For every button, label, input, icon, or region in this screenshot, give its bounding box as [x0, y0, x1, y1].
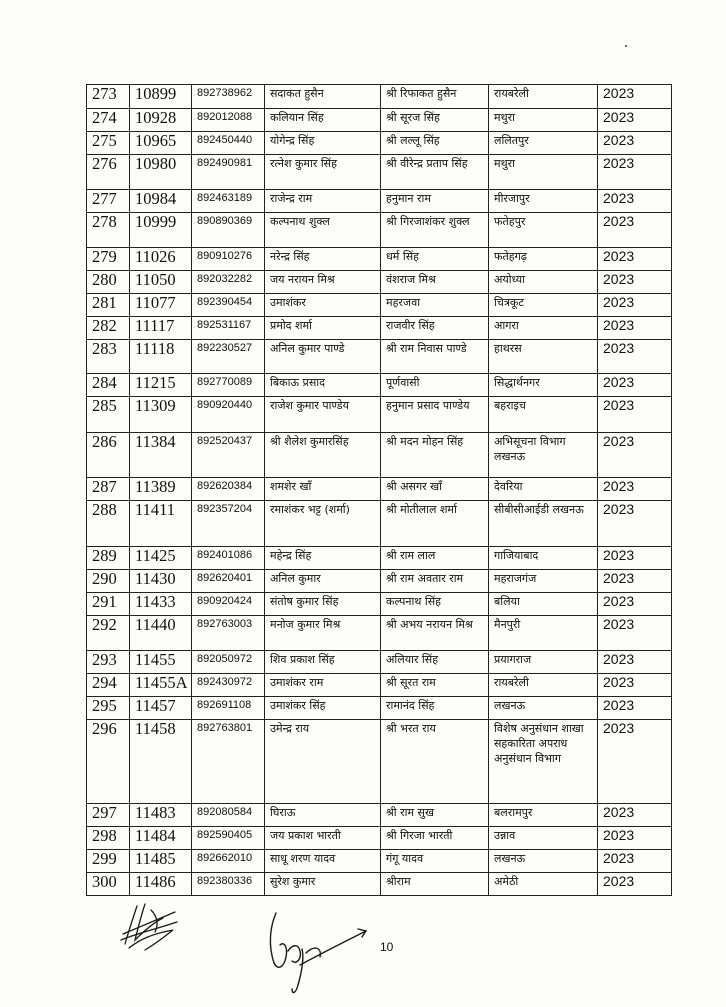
- table-row: [87, 616, 672, 651]
- district-cell: बलिया: [489, 593, 598, 616]
- gpf-cell: 892620401: [192, 570, 265, 593]
- name-cell: योगेन्द्र सिंह: [265, 132, 381, 155]
- year-cell: 2023: [598, 271, 672, 294]
- district-cell: मीरजापुर: [489, 190, 598, 213]
- name-cell: अनिल कुमार पाण्डे: [265, 340, 381, 374]
- id-cell: 11050: [130, 271, 192, 294]
- serial-cell: 290: [87, 570, 130, 593]
- district-cell: विशेष अनुसंधान शाखा सहकारिता अपराध अनुसंधान विभाग: [489, 720, 598, 804]
- year-cell: 2023: [598, 397, 672, 433]
- table-row: [87, 374, 672, 397]
- gpf-cell: 892590405: [192, 827, 265, 850]
- serial-cell: 299: [87, 850, 130, 873]
- father-name-cell: श्री गिरजाशंकर शुक्ल: [381, 213, 489, 248]
- serial-cell: 281: [87, 294, 130, 317]
- district-cell: बलरामपुर: [489, 804, 598, 827]
- year-cell: 2023: [598, 248, 672, 271]
- id-cell: 11077: [130, 294, 192, 317]
- year-cell: 2023: [598, 478, 672, 501]
- id-cell: 11455: [130, 651, 192, 674]
- serial-cell: 278: [87, 213, 130, 248]
- year-cell: 2023: [598, 85, 672, 109]
- name-cell: महेन्द्र सिंह: [265, 547, 381, 570]
- father-name-cell: श्री राम सुख: [381, 804, 489, 827]
- id-cell: 11440: [130, 616, 192, 651]
- name-cell: सदाकत हुसैन: [265, 85, 381, 109]
- name-cell: उमाशंकर राम: [265, 674, 381, 697]
- father-name-cell: श्री राम लाल: [381, 547, 489, 570]
- father-name-cell: श्री मदन मोहन सिंह: [381, 433, 489, 478]
- serial-cell: 295: [87, 697, 130, 720]
- id-cell: 10984: [130, 190, 192, 213]
- table-row: [87, 132, 672, 155]
- table-row: [87, 248, 672, 271]
- gpf-cell: 892390454: [192, 294, 265, 317]
- serial-cell: 277: [87, 190, 130, 213]
- year-cell: 2023: [598, 873, 672, 896]
- father-name-cell: श्री गिरजा भारती: [381, 827, 489, 850]
- district-cell: आगरा: [489, 317, 598, 340]
- name-cell: प्रमोद शर्मा: [265, 317, 381, 340]
- serial-cell: 282: [87, 317, 130, 340]
- father-name-cell: श्री सूरत राम: [381, 674, 489, 697]
- year-cell: 2023: [598, 570, 672, 593]
- father-name-cell: श्री राम निवास पाण्डे: [381, 340, 489, 374]
- year-cell: 2023: [598, 155, 672, 190]
- gpf-cell: 892763801: [192, 720, 265, 804]
- serial-cell: 296: [87, 720, 130, 804]
- name-cell: शिव प्रकाश सिंह: [265, 651, 381, 674]
- year-cell: 2023: [598, 190, 672, 213]
- father-name-cell: पूर्णवासी: [381, 374, 489, 397]
- name-cell: संतोष कुमार सिंह: [265, 593, 381, 616]
- name-cell: उमाशंकर: [265, 294, 381, 317]
- gpf-cell: 892450440: [192, 132, 265, 155]
- year-cell: 2023: [598, 720, 672, 804]
- year-cell: 2023: [598, 132, 672, 155]
- id-cell: 11118: [130, 340, 192, 374]
- id-cell: 11485: [130, 850, 192, 873]
- father-name-cell: वंशराज मिश्र: [381, 271, 489, 294]
- table-row: [87, 213, 672, 248]
- gpf-cell: 890890369: [192, 213, 265, 248]
- table-row: [87, 294, 672, 317]
- father-name-cell: श्री अभय नरायन मिश्र: [381, 616, 489, 651]
- year-cell: 2023: [598, 433, 672, 478]
- id-cell: 11483: [130, 804, 192, 827]
- gpf-cell: 890920424: [192, 593, 265, 616]
- serial-cell: 298: [87, 827, 130, 850]
- id-cell: 10899: [130, 85, 192, 109]
- gpf-cell: 892763003: [192, 616, 265, 651]
- id-cell: 10928: [130, 109, 192, 132]
- district-cell: अयोध्या: [489, 271, 598, 294]
- year-cell: 2023: [598, 213, 672, 248]
- serial-cell: 297: [87, 804, 130, 827]
- district-cell: महराजगंज: [489, 570, 598, 593]
- father-name-cell: श्री सूरज सिंह: [381, 109, 489, 132]
- gpf-cell: 892032282: [192, 271, 265, 294]
- gpf-cell: 892770089: [192, 374, 265, 397]
- table-row: [87, 109, 672, 132]
- table-row: [87, 317, 672, 340]
- year-cell: 2023: [598, 850, 672, 873]
- district-cell: रायबरेली: [489, 674, 598, 697]
- father-name-cell: श्री लल्लू सिंह: [381, 132, 489, 155]
- serial-cell: 275: [87, 132, 130, 155]
- table-row: [87, 720, 672, 804]
- name-cell: बिकाऊ प्रसाद: [265, 374, 381, 397]
- table-row: [87, 501, 672, 547]
- id-cell: 11486: [130, 873, 192, 896]
- father-name-cell: रामानंद सिंह: [381, 697, 489, 720]
- table-body: [87, 85, 672, 896]
- year-cell: 2023: [598, 294, 672, 317]
- personnel-table: [86, 84, 672, 896]
- year-cell: 2023: [598, 547, 672, 570]
- gpf-cell: 892738962: [192, 85, 265, 109]
- table-row: [87, 340, 672, 374]
- serial-cell: 293: [87, 651, 130, 674]
- year-cell: 2023: [598, 804, 672, 827]
- table-row: [87, 651, 672, 674]
- father-name-cell: श्री वीरेन्द्र प्रताप सिंह: [381, 155, 489, 190]
- id-cell: 11457: [130, 697, 192, 720]
- district-cell: ललितपुर: [489, 132, 598, 155]
- gpf-cell: 892691108: [192, 697, 265, 720]
- gpf-cell: 892620384: [192, 478, 265, 501]
- id-cell: 11433: [130, 593, 192, 616]
- id-cell: 11117: [130, 317, 192, 340]
- serial-cell: 292: [87, 616, 130, 651]
- gpf-cell: 892662010: [192, 850, 265, 873]
- id-cell: 11411: [130, 501, 192, 547]
- gpf-cell: 892531167: [192, 317, 265, 340]
- table-row: [87, 804, 672, 827]
- name-cell: कलियान सिंह: [265, 109, 381, 132]
- serial-cell: 289: [87, 547, 130, 570]
- district-cell: रायबरेली: [489, 85, 598, 109]
- table-row: [87, 547, 672, 570]
- id-cell: 11389: [130, 478, 192, 501]
- gpf-cell: 892050972: [192, 651, 265, 674]
- district-cell: फतेहगढ़: [489, 248, 598, 271]
- name-cell: उमाशंकर सिंह: [265, 697, 381, 720]
- gpf-cell: 890920440: [192, 397, 265, 433]
- name-cell: राजेन्द्र राम: [265, 190, 381, 213]
- father-name-cell: श्रीराम: [381, 873, 489, 896]
- district-cell: प्रयागराज: [489, 651, 598, 674]
- father-name-cell: कल्पनाथ सिंह: [381, 593, 489, 616]
- table-row: [87, 85, 672, 109]
- table-row: [87, 271, 672, 294]
- serial-cell: 280: [87, 271, 130, 294]
- name-cell: उमेन्द्र राय: [265, 720, 381, 804]
- table-row: [87, 850, 672, 873]
- table-row: [87, 570, 672, 593]
- father-name-cell: श्री राम अवतार राम: [381, 570, 489, 593]
- id-cell: 11309: [130, 397, 192, 433]
- name-cell: श्री शैलेश कुमारसिंह: [265, 433, 381, 478]
- serial-cell: 273: [87, 85, 130, 109]
- table-row: [87, 433, 672, 478]
- name-cell: नरेन्द्र सिंह: [265, 248, 381, 271]
- father-name-cell: राजवीर सिंह: [381, 317, 489, 340]
- serial-cell: 300: [87, 873, 130, 896]
- serial-cell: 287: [87, 478, 130, 501]
- name-cell: कल्पनाथ शुक्ल: [265, 213, 381, 248]
- year-cell: 2023: [598, 340, 672, 374]
- serial-cell: 294: [87, 674, 130, 697]
- district-cell: अभिसूचना विभाग लखनऊ: [489, 433, 598, 478]
- id-cell: 10999: [130, 213, 192, 248]
- id-cell: 11455A: [130, 674, 192, 697]
- year-cell: 2023: [598, 317, 672, 340]
- id-cell: 11215: [130, 374, 192, 397]
- id-cell: 10980: [130, 155, 192, 190]
- name-cell: जय प्रकाश भारती: [265, 827, 381, 850]
- gpf-cell: 892380336: [192, 873, 265, 896]
- id-cell: 11026: [130, 248, 192, 271]
- father-name-cell: महरजवा: [381, 294, 489, 317]
- table-row: [87, 873, 672, 896]
- signature-center: [262, 905, 372, 997]
- serial-cell: 288: [87, 501, 130, 547]
- district-cell: फतेहपुर: [489, 213, 598, 248]
- district-cell: मथुरा: [489, 155, 598, 190]
- year-cell: 2023: [598, 697, 672, 720]
- table-row: [87, 155, 672, 190]
- district-cell: लखनऊ: [489, 697, 598, 720]
- district-cell: चित्रकूट: [489, 294, 598, 317]
- year-cell: 2023: [598, 651, 672, 674]
- father-name-cell: धर्म सिंह: [381, 248, 489, 271]
- district-cell: सीबीसीआईडी लखनऊ: [489, 501, 598, 547]
- father-name-cell: श्री भरत राय: [381, 720, 489, 804]
- serial-cell: 284: [87, 374, 130, 397]
- table-row: [87, 827, 672, 850]
- gpf-cell: 892357204: [192, 501, 265, 547]
- name-cell: मनोज कुमार मिश्र: [265, 616, 381, 651]
- name-cell: अनिल कुमार: [265, 570, 381, 593]
- father-name-cell: श्री रिफाकत हुसैन: [381, 85, 489, 109]
- year-cell: 2023: [598, 374, 672, 397]
- district-cell: सिद्धार्थनगर: [489, 374, 598, 397]
- serial-cell: 286: [87, 433, 130, 478]
- father-name-cell: अलियार सिंह: [381, 651, 489, 674]
- stray-mark: [625, 45, 627, 47]
- district-cell: मथुरा: [489, 109, 598, 132]
- year-cell: 2023: [598, 674, 672, 697]
- year-cell: 2023: [598, 109, 672, 132]
- district-cell: अमेठी: [489, 873, 598, 896]
- serial-cell: 291: [87, 593, 130, 616]
- father-name-cell: श्री असगर खाँ: [381, 478, 489, 501]
- table-row: [87, 697, 672, 720]
- year-cell: 2023: [598, 593, 672, 616]
- name-cell: राजेश कुमार पाण्डेय: [265, 397, 381, 433]
- id-cell: 10965: [130, 132, 192, 155]
- serial-cell: 276: [87, 155, 130, 190]
- id-cell: 11458: [130, 720, 192, 804]
- signature-left: [115, 900, 185, 955]
- father-name-cell: श्री मोतीलाल शर्मा: [381, 501, 489, 547]
- gpf-cell: 892520437: [192, 433, 265, 478]
- gpf-cell: 892463189: [192, 190, 265, 213]
- district-cell: मैनपुरी: [489, 616, 598, 651]
- table-row: [87, 674, 672, 697]
- name-cell: सुरेश कुमार: [265, 873, 381, 896]
- father-name-cell: हनुमान राम: [381, 190, 489, 213]
- table-row: [87, 190, 672, 213]
- year-cell: 2023: [598, 827, 672, 850]
- serial-cell: 283: [87, 340, 130, 374]
- year-cell: 2023: [598, 616, 672, 651]
- page-number: 10: [380, 940, 394, 954]
- father-name-cell: हनुमान प्रसाद पाण्डेय: [381, 397, 489, 433]
- district-cell: उन्नाव: [489, 827, 598, 850]
- serial-cell: 285: [87, 397, 130, 433]
- district-cell: देवरिया: [489, 478, 598, 501]
- id-cell: 11425: [130, 547, 192, 570]
- district-cell: बहराइच: [489, 397, 598, 433]
- serial-cell: 274: [87, 109, 130, 132]
- district-cell: हाथरस: [489, 340, 598, 374]
- father-name-cell: गंगू यादव: [381, 850, 489, 873]
- name-cell: साधू शरण यादव: [265, 850, 381, 873]
- gpf-cell: 892430972: [192, 674, 265, 697]
- gpf-cell: 892080584: [192, 804, 265, 827]
- name-cell: रत्नेश कुमार सिंह: [265, 155, 381, 190]
- id-cell: 11430: [130, 570, 192, 593]
- table-row: [87, 593, 672, 616]
- table-row: [87, 478, 672, 501]
- name-cell: जय नरायन मिश्र: [265, 271, 381, 294]
- district-cell: लखनऊ: [489, 850, 598, 873]
- gpf-cell: 892401086: [192, 547, 265, 570]
- name-cell: रमाशंकर भट्ट (शर्मा): [265, 501, 381, 547]
- year-cell: 2023: [598, 501, 672, 547]
- table-row: [87, 397, 672, 433]
- gpf-cell: 892230527: [192, 340, 265, 374]
- district-cell: गाजियाबाद: [489, 547, 598, 570]
- id-cell: 11484: [130, 827, 192, 850]
- name-cell: घिराऊ: [265, 804, 381, 827]
- gpf-cell: 892012088: [192, 109, 265, 132]
- gpf-cell: 892490981: [192, 155, 265, 190]
- id-cell: 11384: [130, 433, 192, 478]
- serial-cell: 279: [87, 248, 130, 271]
- gpf-cell: 890910276: [192, 248, 265, 271]
- name-cell: शमशेर खाँ: [265, 478, 381, 501]
